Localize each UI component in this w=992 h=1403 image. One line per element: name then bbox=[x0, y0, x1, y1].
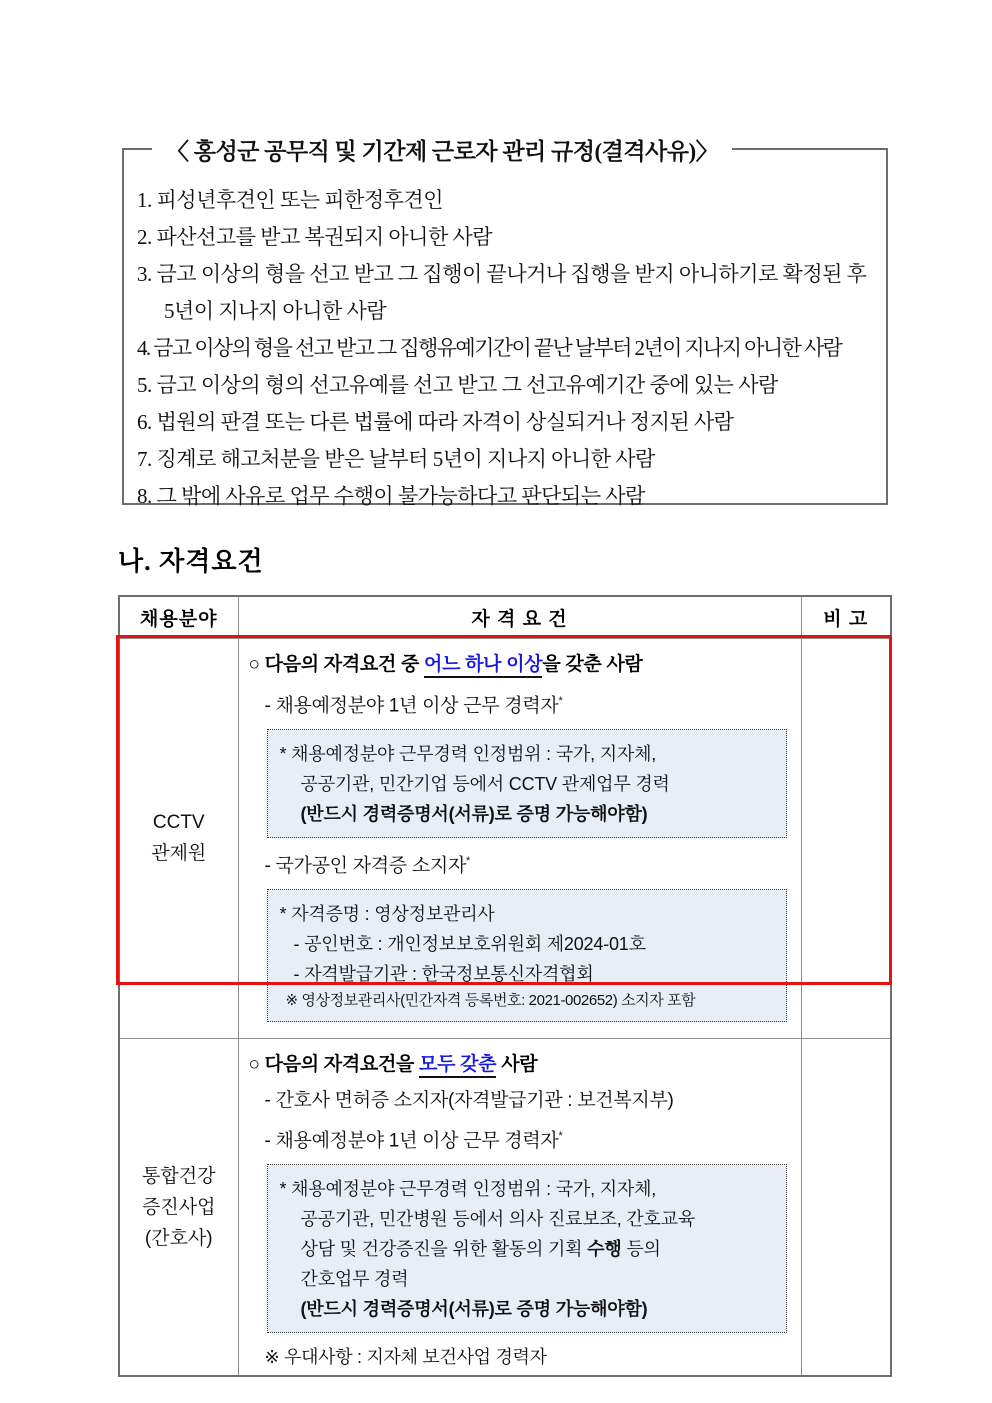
box-line: 간호업무 경력 bbox=[300, 1269, 409, 1290]
box-line-emphasis: (반드시 경력증명서(서류)로 증명 가능해야함) bbox=[300, 1299, 648, 1320]
heading-highlight: 어느 하나 이상 bbox=[424, 654, 542, 678]
list-item: 2. 파산선고를 받고 복권되지 아니한 사람 bbox=[137, 225, 493, 249]
box-line: - 자격발급기관 : 한국정보통신자격협회 bbox=[293, 964, 594, 985]
header-cell-note: 비 고 bbox=[801, 596, 891, 638]
box-line: * 채용예정분야 근무경력 인정범위 : 국가, 지자체, bbox=[279, 1179, 657, 1200]
footnote-marker: * bbox=[558, 694, 563, 707]
field-line: 증진사업 bbox=[142, 1196, 216, 1218]
certificate-detail-box bbox=[267, 889, 787, 1022]
preference-note: ※ 우대사항 : 지자체 보건사업 경력자 bbox=[264, 1347, 547, 1368]
item-text: - 간호사 면허증 소지자(자격발급기관 : 보건복지부) bbox=[264, 1090, 674, 1112]
field-line: CCTV bbox=[152, 812, 205, 834]
qualifications-table bbox=[118, 595, 892, 1377]
qualification-requirement-heading bbox=[249, 1051, 793, 1079]
qualification-item-experience bbox=[249, 1123, 793, 1154]
box-line: 공공기관, 민간기업 등에서 CCTV 관제업무 경력 bbox=[300, 773, 670, 794]
experience-scope-box bbox=[267, 729, 787, 838]
box-line: - 공인번호 : 개인정보보호위원회 제2024-01호 bbox=[293, 934, 646, 955]
qualification-item-experience bbox=[249, 688, 793, 719]
heading-text: ○ 다음의 자격요건 중 bbox=[248, 653, 425, 675]
box-line-text: 등의 bbox=[621, 1239, 661, 1260]
list-item: 8. 그 밖에 사유로 업무 수행이 불가능하다고 판단되는 사람 bbox=[137, 484, 645, 508]
qualification-cell-nurse bbox=[238, 1039, 801, 1377]
footnote-marker: * bbox=[558, 1130, 563, 1143]
qualification-item-license bbox=[249, 1088, 793, 1114]
header-cell-field: 채용분야 bbox=[119, 596, 238, 638]
list-item: 4. 금고 이상의 형을 선고 받고 그 집행유예기간이 끝난 날부터 2년이 지나지 아니한 사람 bbox=[137, 336, 842, 360]
qualification-requirement-heading bbox=[249, 651, 793, 679]
qualification-cell-cctv bbox=[238, 638, 801, 1039]
experience-scope-box bbox=[267, 1164, 787, 1333]
table-header-row bbox=[119, 596, 891, 638]
table-row-nurse bbox=[119, 1039, 891, 1377]
box-line-emphasis: 수행 bbox=[587, 1239, 622, 1260]
item-text: - 채용예정분야 1년 이상 근무 경력자 bbox=[264, 1130, 559, 1152]
table-row-cctv bbox=[119, 638, 891, 1039]
list-item: 5. 금고 이상의 형의 선고유예를 선고 받고 그 선고유예기간 중에 있는 사람 bbox=[137, 373, 778, 397]
heading-text: 사람 bbox=[496, 1054, 538, 1076]
footnote-marker: * bbox=[466, 854, 470, 867]
field-line: (간호사) bbox=[144, 1227, 213, 1249]
disqualification-rules-title: 〈 홍성군 공무직 및 기간제 근로자 관리 규정(결격사유)〉 bbox=[152, 133, 732, 166]
heading-text: ○ 다음의 자격요건을 bbox=[248, 1054, 420, 1076]
list-item: 3. 금고 이상의 형을 선고 받고 그 집행이 끝나거나 집행을 받지 아니하기로 확정된 후 5년이 지나지 아니한 사람 bbox=[137, 262, 867, 323]
field-cell-cctv bbox=[119, 638, 238, 1039]
heading-text: 을 갖춘 사람 bbox=[542, 653, 643, 675]
disqualification-rules-box bbox=[122, 139, 888, 508]
box-line: * 자격증명 : 영상정보관리사 bbox=[279, 904, 495, 925]
list-item: 6. 법원의 판결 또는 다른 법률에 따라 자격이 상실되거나 정지된 사람 bbox=[137, 410, 734, 434]
box-line: * 채용예정분야 근무경력 인정범위 : 국가, 지자체, bbox=[279, 743, 657, 764]
box-line-emphasis: (반드시 경력증명서(서류)로 증명 가능해야함) bbox=[300, 803, 648, 824]
list-item: 7. 징계로 해고처분을 받은 날부터 5년이 지나지 아니한 사람 bbox=[137, 447, 655, 471]
box-line bbox=[280, 1234, 776, 1264]
list-item: 1. 피성년후견인 또는 피한정후견인 bbox=[137, 188, 444, 212]
note-cell-nurse bbox=[801, 1039, 891, 1377]
item-text: - 채용예정분야 1년 이상 근무 경력자 bbox=[264, 694, 559, 716]
field-cell-nurse bbox=[119, 1039, 238, 1377]
section-heading-qualifications: 나. 자격요건 bbox=[118, 547, 264, 576]
heading-highlight: 모두 갖춘 bbox=[419, 1054, 496, 1078]
box-line-text: 상담 및 건강증진을 위한 활동의 기획 bbox=[300, 1239, 588, 1260]
field-line: 통합건강 bbox=[142, 1165, 216, 1187]
qualification-item-license bbox=[249, 848, 793, 879]
field-line: 관제원 bbox=[151, 843, 207, 865]
disqualification-rules-list bbox=[124, 150, 886, 515]
item-text: - 국가공인 자격증 소지자 bbox=[264, 855, 467, 877]
note-cell-cctv bbox=[801, 638, 891, 1039]
box-line: 공공기관, 민간병원 등에서 의사 진료보조, 간호교육 bbox=[300, 1209, 696, 1230]
header-cell-qualification: 자 격 요 건 bbox=[238, 596, 801, 638]
box-footnote: ※ 영상정보관리사(민간자격 등록번호: 2021-002652) 소지자 포함 bbox=[285, 992, 696, 1010]
